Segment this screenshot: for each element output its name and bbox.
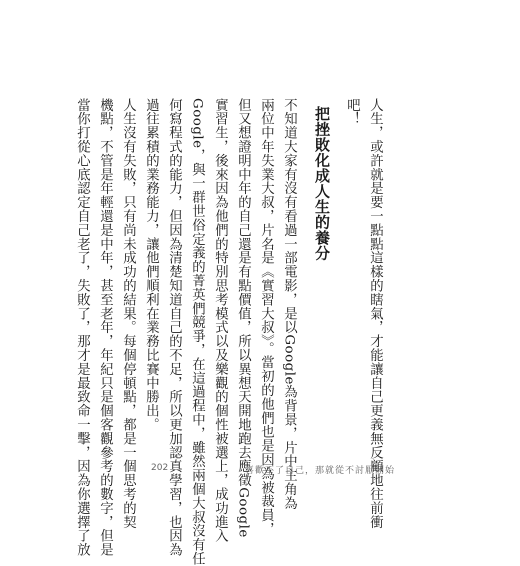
text-column-2: 吧！ xyxy=(344,98,360,126)
latin-word: Google xyxy=(235,487,251,538)
text-column-9: 過往累積的業務能力，讓他們順利在業務比賽中勝出。 xyxy=(143,98,159,432)
running-head: 喜歡不了自己，那就從不討厭開始 xyxy=(245,466,396,476)
text-column-6: 實習生，後來因為他們的特別思考模式以及樂觀的個性被選上，成功進入 xyxy=(212,98,228,543)
text-column-3: 不知道大家有沒有看過一部電影，是以Google為背景，片中主角為 xyxy=(281,98,297,511)
text-column-11: 機點，不管是年輕還是中年，甚至老年，年紀只是個客觀參考的數字，但是 xyxy=(97,98,113,557)
page-number: 202 xyxy=(151,463,169,473)
latin-word: Google xyxy=(189,98,205,149)
latin-word: Google xyxy=(281,334,297,385)
text-column-12: 當你打從心底認定自己老了，失敗了，那才是最致命一擊，因為你選擇了放 xyxy=(74,98,90,557)
text-column-8: 何寫程式的能力，但因為清楚知道自己的不足，所以更加認真學習，也因為 xyxy=(166,98,182,557)
text-column-1: 人生，或許就是要一點點這樣的瞎氣，才能讓自己更義無反顧地往前衝 xyxy=(367,98,383,529)
section-heading: 把挫敗化成人生的養分 xyxy=(313,106,331,261)
text-column-7: Google，與一群世俗定義的菁英們競爭，在這過程中，雖然兩個大叔沒有任 xyxy=(189,98,205,566)
text-column-5: 但又想證明中年的自己還是有點價值，所以異想天開地跑去應徵Google xyxy=(235,98,251,538)
text-column-4: 兩位中年失業大叔，片名是《實習大叔》。當初的他們也是因為被裁員， xyxy=(258,98,274,537)
text-column-10: 人生沒有失敗，只有尚未成功的結果。每個停頓點，都是一個思考的契 xyxy=(120,98,136,529)
